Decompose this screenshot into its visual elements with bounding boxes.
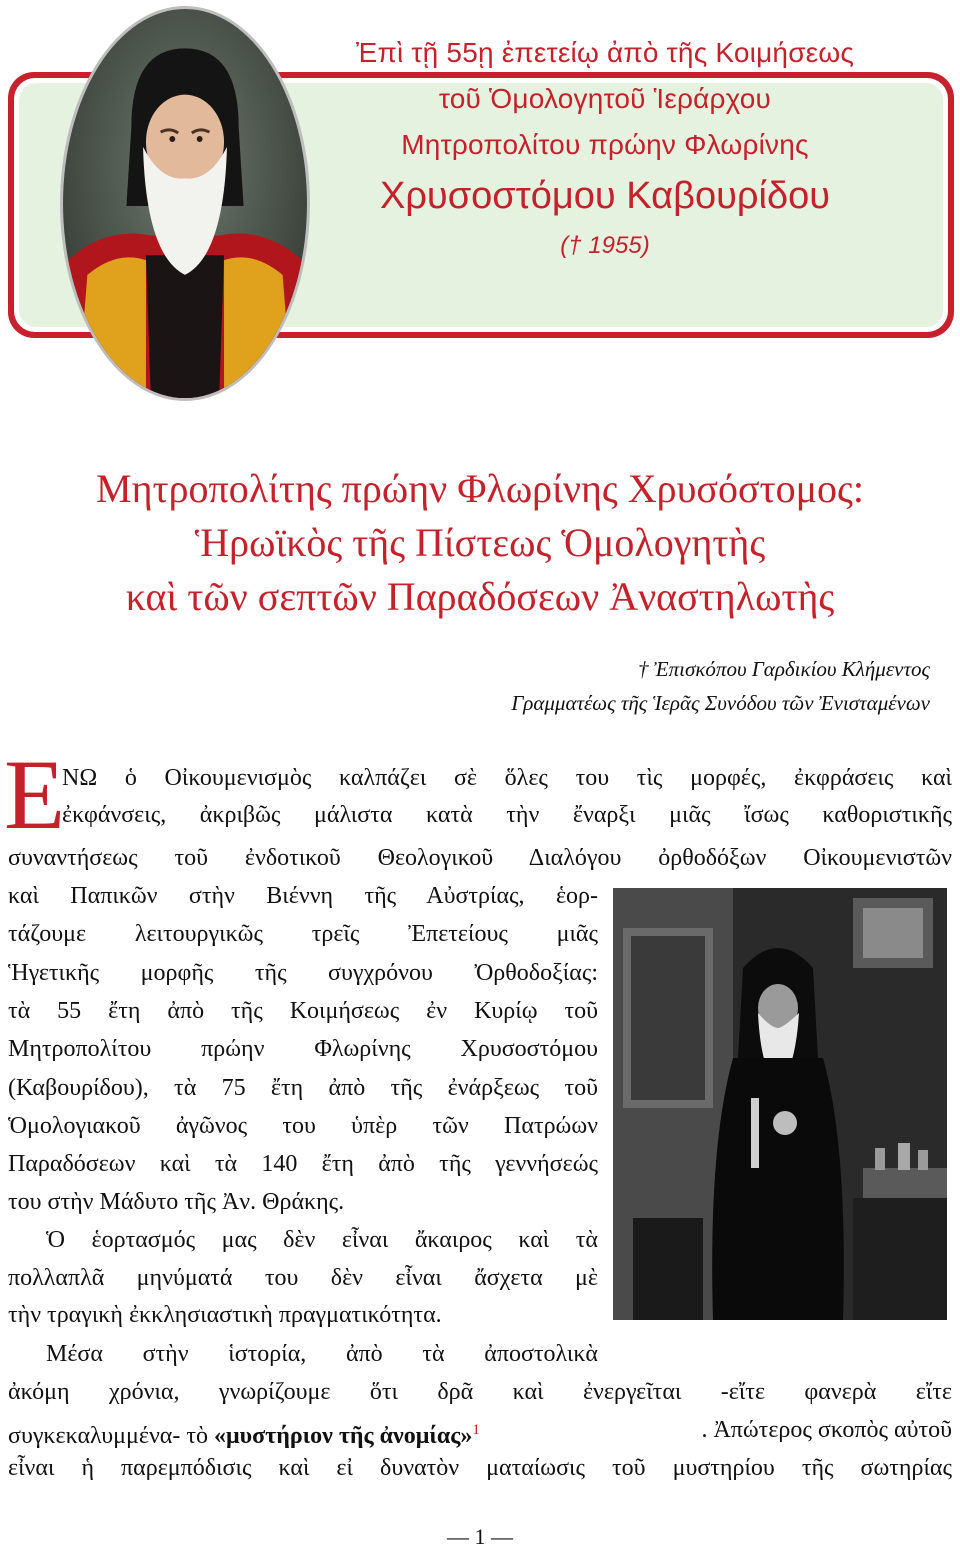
body-line-14: πολλαπλᾶ μηνύματά του δὲν εἶναι ἄσχετα μὲ bbox=[8, 1265, 598, 1291]
archival-photo bbox=[613, 888, 947, 1320]
body-line-3: συναντήσεως τοῦ ἐνδοτικοῦ Θεολογικοῦ Διαλόγου ὀρθοδόξων Οἰκουμενιστῶν bbox=[8, 845, 952, 871]
archival-photo-image bbox=[613, 888, 947, 1320]
body-line-13: Ὁ ἑορτασμός μας δὲν εἶναι ἄκαιρος καὶ τὰ bbox=[46, 1227, 598, 1253]
body-line-11: Παραδόσεων καὶ τὰ 140 ἔτη ἀπὸ τῆς γεννήσεώς bbox=[8, 1151, 598, 1177]
body-line-12: του στὴν Μάδυτο τῆς Ἀν. Θράκης. bbox=[8, 1189, 345, 1215]
body-line-1: ΝΩ ὁ Οἰκουμενισμὸς καλπάζει σὲ ὅλες του τὶς μορφές, ἐκφράσεις καὶ bbox=[62, 765, 952, 791]
body-line-18-start bbox=[8, 1412, 480, 1455]
line-18-pre: συγκεκαλυμμένα- τὸ bbox=[8, 1423, 215, 1449]
banner-name: Χρυσοστόμου Καβουρίδου bbox=[379, 175, 831, 217]
portrait-oval bbox=[60, 6, 310, 401]
body-line-15: τὴν τραγικὴ ἐκκλησιαστικὴ πραγματικότητα. bbox=[8, 1302, 442, 1328]
body-line-19: εἶναι ἡ παρεμπόδισις καὶ εἰ δυνατὸν ματαίωσις τοῦ μυστηρίου τῆς σωτηρίας bbox=[8, 1455, 952, 1481]
title-line-2: Ἡρωϊκὸς τῆς Πίστεως Ὁμολογητὴς bbox=[194, 520, 766, 565]
banner-line-3: Μητροπολίτου πρώην Φλωρίνης bbox=[401, 129, 809, 160]
banner-year: († 1955) bbox=[560, 232, 650, 259]
emphasis-mystery: «μυστήριον τῆς ἀνομίας» bbox=[214, 1423, 473, 1449]
title-line-1: Μητροπολίτης πρώην Φλωρίνης Χρυσόστομος: bbox=[96, 466, 864, 511]
body-line-2: ἐκφάνσεις, ἀκριβῶς μάλιστα κατὰ τὴν ἔναρξι μιᾶς ἴσως καθοριστικῆς bbox=[62, 802, 952, 828]
page-number: — 1 — bbox=[447, 1524, 513, 1549]
body-line-9: (Καβουρίδου), τὰ 75 ἔτη ἀπὸ τῆς ἐνάρξεως τοῦ bbox=[8, 1075, 598, 1101]
portrait-image bbox=[63, 9, 307, 398]
byline-line-1: † Ἐπισκόπου Γαρδικίου Κλήμεντος bbox=[638, 657, 930, 681]
banner-heading bbox=[280, 30, 930, 268]
body-line-18 bbox=[8, 1412, 952, 1455]
banner-line-1: Ἐπὶ τῇ 55ῃ ἐπετείῳ ἀπὸ τῆς Κοιμήσεως bbox=[355, 37, 855, 68]
body-line-5: τάζουμε λειτουργικῶς τρεῖς Ἐπετείους μιᾶς bbox=[8, 921, 598, 947]
byline-line-2: Γραμματέως τῆς Ἱερᾶς Συνόδου τῶν Ἐνισταμένων bbox=[511, 691, 930, 715]
footnote-ref-1[interactable]: 1 bbox=[472, 1422, 480, 1438]
body-line-10: Ὁμολογιακοῦ ἀγῶνος του ὑπὲρ τῶν Πατρώων bbox=[8, 1113, 598, 1139]
title-line-3: καὶ τῶν σεπτῶν Παραδόσεων Ἀναστηλωτὴς bbox=[125, 574, 835, 619]
body-line-8: Μητροπολίτου πρώην Φλωρίνης Χρυσοστόμου bbox=[8, 1036, 598, 1062]
body-line-17: ἀκόμη χρόνια, γνωρίζουμε ὅτι δρᾶ καὶ ἐνεργεῖται -εἴτε φανερὰ εἴτε bbox=[8, 1379, 952, 1405]
body-line-4: καὶ Παπικῶν στὴν Βιέννη τῆς Αὐστρίας, ἑορ- bbox=[8, 883, 598, 909]
banner-line-2: τοῦ Ὁμολογητοῦ Ἱεράρχου bbox=[438, 83, 772, 114]
body-line-6: Ἡγετικῆς μορφῆς τῆς συγχρόνου Ὀρθοδοξίας: bbox=[8, 960, 598, 986]
article-title bbox=[0, 462, 960, 624]
line-18-post: . Ἀπώτερος σκοπὸς αὐτοῦ bbox=[701, 1417, 952, 1443]
body-line-16: Μέσα στὴν ἱστορία, ἀπὸ τὰ ἀποστολικὰ bbox=[46, 1341, 598, 1367]
body-line-7: τὰ 55 ἔτη ἀπὸ τῆς Κοιμήσεως ἐν Κυρίῳ τοῦ bbox=[8, 998, 598, 1024]
drop-cap: Ε bbox=[4, 739, 66, 850]
author-byline bbox=[511, 652, 930, 720]
